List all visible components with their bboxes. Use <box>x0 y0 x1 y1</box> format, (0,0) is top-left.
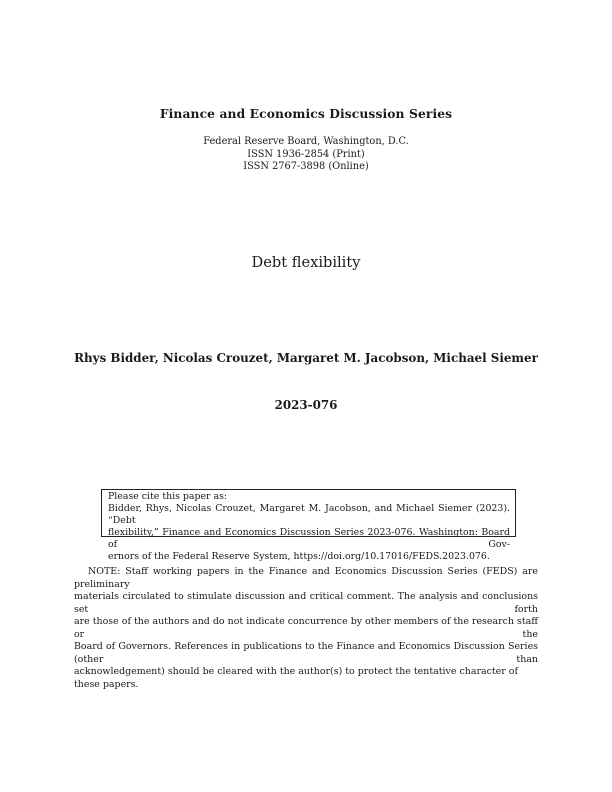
series-title: Finance and Economics Discussion Series <box>159 106 453 121</box>
disclaimer-note <box>74 566 538 691</box>
note-line: materials circulated to stimulate discussion and critical comment. The analysis and conclusions set forth <box>74 591 538 615</box>
citation-line: ernors of the Federal Reserve System, https://doi.org/10.17016/FEDS.2023.076. <box>108 551 490 562</box>
note-line: Board of Governors. References in publications to the Finance and Economics Discussion Series (other than <box>74 641 538 665</box>
authors: Rhys Bidder, Nicolas Crouzet, Margaret M. Jacobson, Michael Siemer <box>74 351 538 365</box>
note-line: NOTE: Staff working papers in the Finance and Economics Discussion Series (FEDS) are preliminary <box>74 566 538 590</box>
publisher: Federal Reserve Board, Washington, D.C. <box>203 136 409 147</box>
issn-print: ISSN 1936-2854 (Print) <box>247 148 365 160</box>
citation-box <box>101 489 516 562</box>
citation-line: flexibility,” Finance and Economics Discussion Series 2023-076. Washington: Board of Gov- <box>108 527 510 550</box>
paper-title: Debt flexibility <box>251 254 361 271</box>
publisher-block <box>0 136 612 174</box>
citation-line: Bidder, Rhys, Nicolas Crouzet, Margaret M. Jacobson, and Michael Siemer (2023). “Debt <box>108 503 510 526</box>
note-line: acknowledgement) should be cleared with the author(s) to protect the tentative character of these papers. <box>74 666 518 690</box>
citation-intro: Please cite this paper as: <box>108 491 228 502</box>
paper-number: 2023-076 <box>274 398 338 412</box>
note-line: are those of the authors and do not indicate concurrence by other members of the research staff or the <box>74 616 538 640</box>
issn-online: ISSN 2767-3898 (Online) <box>243 161 369 172</box>
